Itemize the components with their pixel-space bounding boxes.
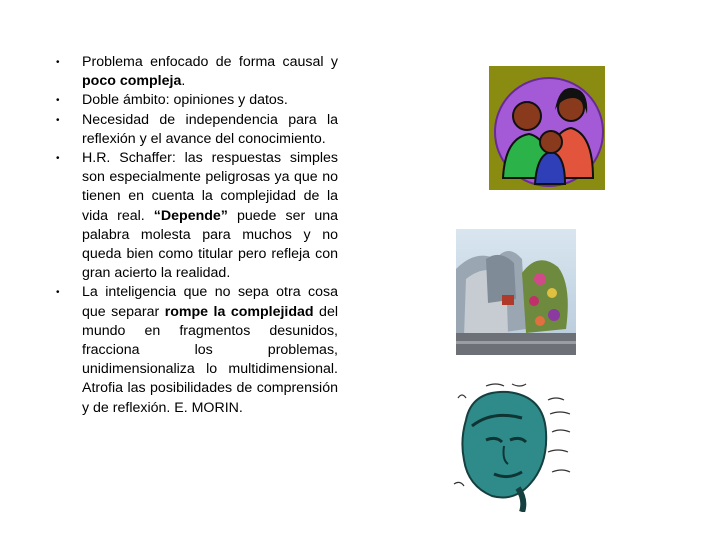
bullet-text: Doble ámbito: opiniones y datos.: [82, 92, 288, 109]
morin-sketch-image: [452, 380, 574, 512]
bullet-item: [52, 283, 338, 417]
bullet-marker: •: [56, 57, 60, 68]
building-icon: [456, 229, 576, 355]
bullet-text: Necesidad de independencia para la reflexión y el avance del conocimiento.: [82, 111, 338, 147]
bullet-text-bold: rompe la complejidad: [164, 303, 314, 320]
bullet-item: [52, 111, 338, 149]
bullet-text: .: [181, 73, 186, 90]
bullet-text: H.R. Schaffer: las respuestas simples son especialmente peligrosas ya que no tienen en cuenta la complejidad de la vida real.: [82, 150, 338, 224]
bullet-marker: •: [56, 95, 60, 107]
museum-photo-image: [456, 229, 576, 355]
bullet-item: [52, 53, 338, 91]
bullet-marker: •: [56, 287, 60, 299]
bullet-text: Problema enfocado de forma causal y: [82, 54, 338, 70]
bullet-list: [52, 53, 338, 418]
bullet-item: [52, 149, 338, 283]
bullet-text: puede ser una palabra molesta para muchos y no queda bien como titular pero refleja con gran acierto la realidad.: [82, 207, 338, 282]
bullet-text-bold: “Depende”: [153, 207, 228, 224]
family-clipart-image: [489, 66, 605, 190]
bullet-text-bold: poco compleja: [82, 73, 182, 90]
bullet-item: [52, 91, 338, 110]
bullet-marker: •: [56, 153, 60, 165]
bullet-marker: •: [56, 114, 60, 126]
family-icon: [489, 66, 605, 190]
portrait-icon: [452, 380, 574, 512]
bullet-text: La inteligencia que no sepa otra cosa que separar: [82, 284, 338, 320]
bullet-text: del mundo en fragmentos desunidos, fracciona los problemas, unidimensionaliza lo multidimensional. Atrofia las posibilidades de comprensión y de reflexión. E. MORIN.: [82, 303, 338, 416]
